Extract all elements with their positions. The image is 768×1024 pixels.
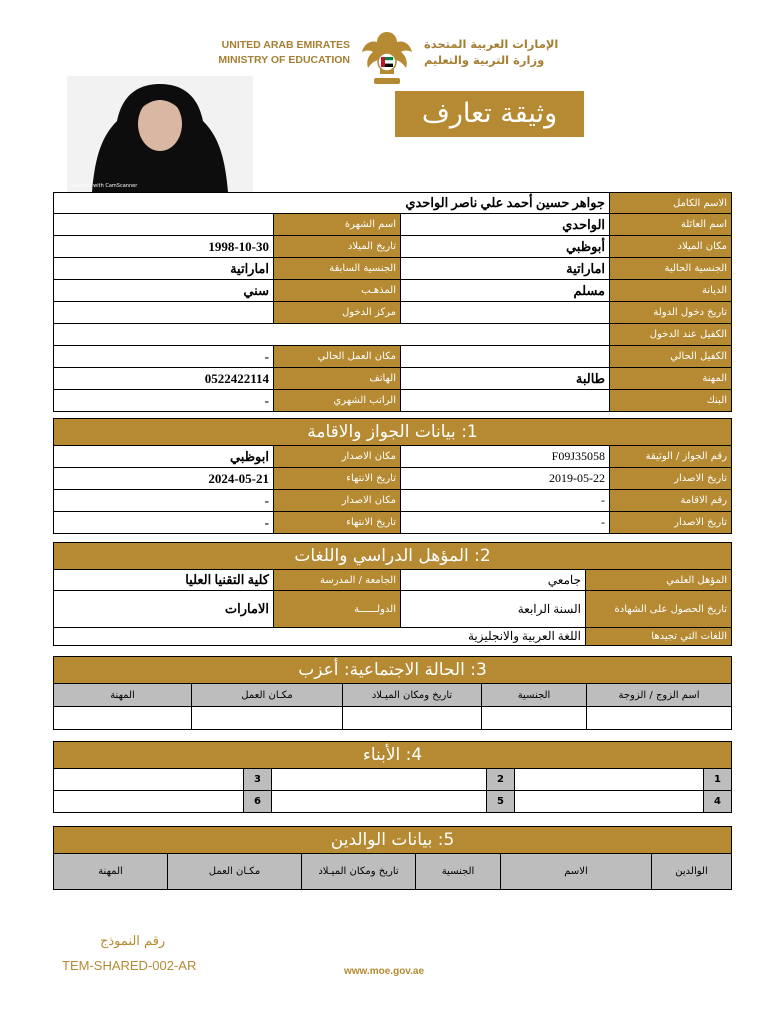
issue-place-value: ابوظبي <box>54 446 274 468</box>
child-1-number: 1 <box>704 769 732 791</box>
country-value: الامارات <box>54 591 274 628</box>
child-2-number: 2 <box>487 769 515 791</box>
sponsor-current-value <box>401 346 610 368</box>
birthdate-value: 1998-10-30 <box>54 236 274 258</box>
birthplace-value: أبوظبي <box>401 236 610 258</box>
residence-no-label: رقم الاقامة <box>610 490 732 512</box>
family-name-label: اسم العائلة <box>610 214 732 236</box>
spouse-occupation-header: المهنة <box>54 684 192 707</box>
child-6-number: 6 <box>244 791 272 813</box>
sponsor-entry-value <box>54 324 610 346</box>
country-name-en: UNITED ARAB EMIRATES <box>221 39 350 51</box>
sect-label: المذهـب <box>274 280 401 302</box>
occupation-label: المهنة <box>610 368 732 390</box>
spouse-nationality-cell <box>482 707 587 730</box>
res-issue-date-label: تاريخ الاصدار <box>610 512 732 534</box>
cert-date-label: تاريخ الحصول على الشهادة <box>586 591 732 628</box>
occupation-value: طالبة <box>401 368 610 390</box>
child-1-cell <box>515 769 704 791</box>
residence-no-value: - <box>401 490 610 512</box>
child-5-number: 5 <box>487 791 515 813</box>
nationality-value: اماراتية <box>401 258 610 280</box>
passport-no-label: رقم الجواز / الوثيقة <box>610 446 732 468</box>
university-label: الجامعة / المدرسة <box>274 570 401 591</box>
spouse-name-cell <box>587 707 732 730</box>
spouse-workplace-header: مكـان العمل <box>192 684 343 707</box>
child-3-number: 3 <box>244 769 272 791</box>
social-section-title: 3: الحالة الاجتماعية: أعزب <box>54 657 732 684</box>
child-2-cell <box>272 769 487 791</box>
full-name-label: الاسم الكامل <box>610 193 732 214</box>
parent-nationality-header: الجنسية <box>416 854 501 890</box>
res-issue-place-label: مكان الاصدار <box>274 490 401 512</box>
child-4-number: 4 <box>704 791 732 813</box>
spouse-workplace-cell <box>192 707 343 730</box>
bank-label: البنك <box>610 390 732 412</box>
birthdate-label: تاريخ الميلاد <box>274 236 401 258</box>
form-code: TEM-SHARED-002-AR <box>62 958 197 973</box>
child-3-cell <box>54 769 244 791</box>
passport-section <box>53 418 732 534</box>
spouse-birth-header: تاريخ ومكان الميـلاد <box>343 684 482 707</box>
sponsor-entry-label: الكفيل عند الدخول <box>610 324 732 346</box>
phone-label: الهاتف <box>274 368 401 390</box>
issue-date-label: تاريخ الاصدار <box>610 468 732 490</box>
form-number-label: رقم النموذج <box>100 934 166 949</box>
education-section-title: 2: المؤهل الدراسي واللغات <box>54 543 732 570</box>
parents-section-title: 5: بيانات الوالدين <box>54 827 732 854</box>
issue-date-value: 2019-05-22 <box>401 468 610 490</box>
res-expiry-value: - <box>54 512 274 534</box>
entry-date-label: تاريخ دخول الدولة <box>610 302 732 324</box>
family-name-value: الواحدي <box>401 214 610 236</box>
parent-occupation-header: المهنة <box>54 854 168 890</box>
bank-value <box>401 390 610 412</box>
passport-no-value: F09J35058 <box>401 446 610 468</box>
res-issue-date-value: - <box>401 512 610 534</box>
phone-value: 0522422114 <box>54 368 274 390</box>
spouse-nationality-header: الجنسية <box>482 684 587 707</box>
qualification-value: جامعي <box>401 570 586 591</box>
child-6-cell <box>54 791 244 813</box>
languages-label: اللغات التي تجيدها <box>586 628 732 646</box>
sponsor-current-label: الكفيل الحالي <box>610 346 732 368</box>
ministry-name-ar: وزارة التربية والتعليم <box>424 53 545 67</box>
languages-value: اللغة العربية والانجليزية <box>54 628 586 646</box>
nickname-label: اسم الشهرة <box>274 214 401 236</box>
country-label: الدولــــــة <box>274 591 401 628</box>
parents-section <box>53 826 732 890</box>
document-title: وثيقة تعارف <box>395 91 584 137</box>
university-value: كلية التقنيا العليا <box>54 570 274 591</box>
passport-section-title: 1: بيانات الجواز والاقامة <box>54 419 732 446</box>
social-section <box>53 656 732 730</box>
personal-info-table <box>53 192 732 412</box>
country-name-ar: الإمارات العربية المتحدة <box>424 37 559 51</box>
expiry-label: تاريخ الانتهاء <box>274 468 401 490</box>
spouse-name-header: اسم الزوج / الزوجة <box>587 684 732 707</box>
sect-value: سني <box>54 280 274 302</box>
spouse-occupation-cell <box>54 707 192 730</box>
full-name-value: جواهر حسين أحمد علي ناصر الواحدي <box>54 193 610 214</box>
workplace-label: مكان العمل الحالي <box>274 346 401 368</box>
entry-center-label: مركز الدخول <box>274 302 401 324</box>
parent-name-header: الاسم <box>501 854 652 890</box>
religion-label: الديانة <box>610 280 732 302</box>
header-english <box>198 38 350 68</box>
personal-photo <box>67 76 253 192</box>
salary-value: - <box>54 390 274 412</box>
prev-nationality-value: اماراتية <box>54 258 274 280</box>
religion-value: مسلم <box>401 280 610 302</box>
entry-date-value <box>401 302 610 324</box>
prev-nationality-label: الجنسية السابقة <box>274 258 401 280</box>
parents-header: الوالدين <box>652 854 732 890</box>
cert-date-value: السنة الرابعة <box>401 591 586 628</box>
salary-label: الراتب الشهري <box>274 390 401 412</box>
child-4-cell <box>515 791 704 813</box>
qualification-label: المؤهل العلمي <box>586 570 732 591</box>
entry-center-value <box>54 302 274 324</box>
ministry-name-en: MINISTRY OF EDUCATION <box>218 54 350 66</box>
photo-caption: Scanned with CamScanner <box>70 183 138 189</box>
website-link[interactable]: www.moe.gov.ae <box>344 966 425 977</box>
header-arabic <box>424 36 566 68</box>
child-5-cell <box>272 791 487 813</box>
issue-place-label: مكان الاصدار <box>274 446 401 468</box>
education-section <box>53 542 732 646</box>
uae-emblem-icon <box>360 26 414 88</box>
spouse-birth-cell <box>343 707 482 730</box>
res-expiry-label: تاريخ الانتهاء <box>274 512 401 534</box>
expiry-value: 2024-05-21 <box>54 468 274 490</box>
res-issue-place-value: - <box>54 490 274 512</box>
birthplace-label: مكان الميلاد <box>610 236 732 258</box>
nationality-label: الجنسية الحالية <box>610 258 732 280</box>
nickname-value <box>54 214 274 236</box>
parent-workplace-header: مكـان العمل <box>168 854 302 890</box>
children-section-title: 4: الأبناء <box>54 742 732 769</box>
workplace-value: - <box>54 346 274 368</box>
parent-birth-header: تاريخ ومكان الميـلاد <box>302 854 416 890</box>
children-section <box>53 741 732 813</box>
